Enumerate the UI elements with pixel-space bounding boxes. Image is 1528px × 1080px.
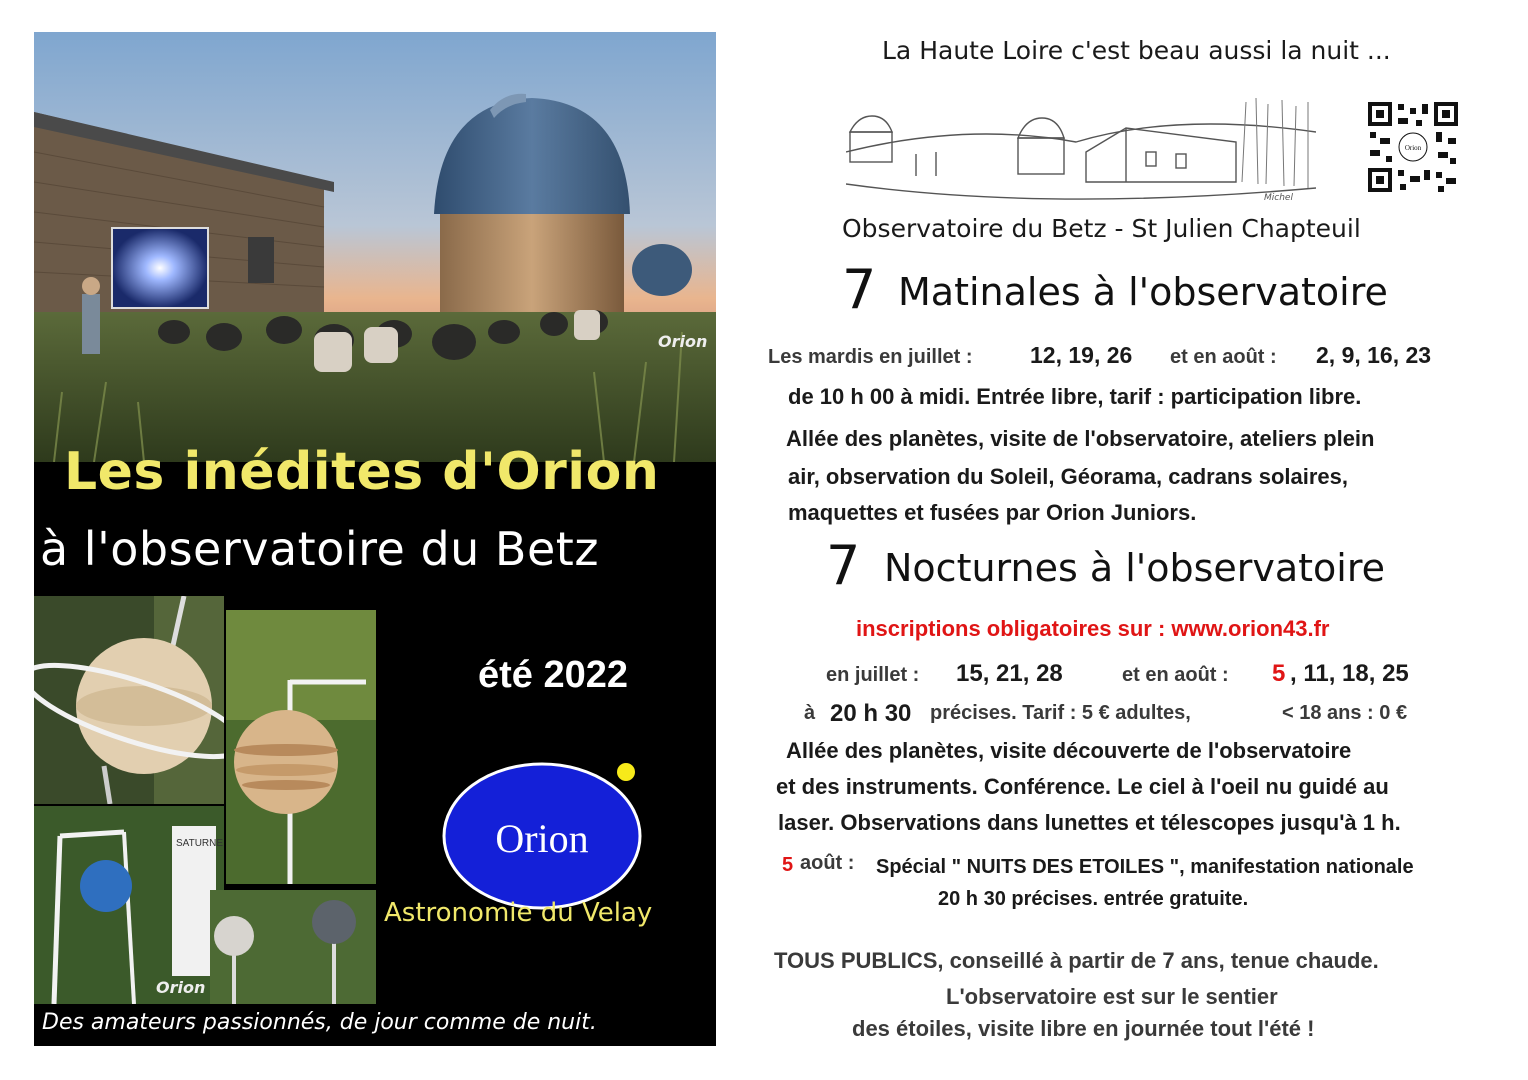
nocturnes-july-dates: 15, 21, 28 [956, 660, 1063, 687]
nocturnes-july-label: en juillet : [826, 664, 920, 686]
slogan: La Haute Loire c'est beau aussi la nuit ... [882, 36, 1391, 65]
special-event: Spécial " NUITS DES ETOILES ", manifestation nationale [876, 856, 1414, 878]
nocturnes-desc-2: et des instruments. Conférence. Le ciel à l'oeil nu guidé au [776, 774, 1389, 799]
matinales-count: 7 [842, 258, 877, 321]
nocturnes-child-price: < 18 ans : 0 € [1282, 702, 1408, 724]
poster [34, 32, 716, 1046]
poster-subtitle: à l'observatoire du Betz [40, 522, 599, 576]
tile-watermark: Orion [156, 978, 206, 997]
nocturnes-august-rest: , 11, 18, 25 [1290, 660, 1409, 687]
nocturnes-august-label: et en août : [1122, 664, 1229, 686]
observatory-sketch [846, 92, 1316, 210]
photo-watermark: Orion [658, 332, 708, 351]
orion-logo-text: Orion [495, 816, 589, 861]
astronomy-subtitle: Astronomie du Velay [384, 898, 653, 928]
qr-label: Orion [1404, 144, 1422, 152]
qr-code [1366, 100, 1460, 194]
sign-title: SATURNE [176, 838, 224, 849]
observatory-photo [34, 32, 716, 462]
footer-line-3: des étoiles, visite libre en journée tout l'été ! [852, 1016, 1315, 1041]
registration-notice: inscriptions obligatoires sur : www.orion43.fr [856, 616, 1330, 641]
matinales-desc-2: air, observation du Soleil, Géorama, cadrans solaires, [788, 464, 1349, 489]
place-name: Observatoire du Betz - St Julien Chapteuil [842, 214, 1361, 243]
season-label: été 2022 [478, 654, 629, 696]
matinales-august-label: et en août : [1170, 346, 1277, 368]
nocturnes-title: Nocturnes à l'observatoire [884, 546, 1386, 590]
nocturnes-desc-1: Allée des planètes, visite découverte de l'observatoire [786, 738, 1352, 763]
matinales-august-dates: 2, 9, 16, 23 [1316, 342, 1432, 368]
sketch-signature: Michel [1264, 193, 1293, 203]
poster-tagline: Des amateurs passionnés, de jour comme de nuit. [42, 1010, 597, 1035]
matinales-hours: de 10 h 00 à midi. Entrée libre, tarif : participation libre. [788, 384, 1362, 409]
footer-line-1: TOUS PUBLICS, conseillé à partir de 7 ans, tenue chaude. [774, 948, 1379, 973]
nocturnes-august-first: 5 [1272, 660, 1286, 687]
nocturnes-count: 7 [826, 534, 861, 597]
nocturnes-time: 20 h 30 [830, 700, 912, 727]
rocky-planets-photo [210, 890, 376, 1004]
matinales-title: Matinales à l'observatoire [898, 270, 1388, 314]
nocturnes-desc-3: laser. Observations dans lunettes et télescopes jusqu'à 1 h. [778, 810, 1401, 835]
orion-logo [442, 756, 662, 912]
matinales-july-dates: 12, 19, 26 [1030, 342, 1133, 368]
matinales-desc-3: maquettes et fusées par Orion Juniors. [788, 500, 1197, 525]
nocturnes-price: précises. Tarif : 5 € adultes, [930, 702, 1191, 724]
footer-line-2: L'observatoire est sur le sentier [946, 984, 1278, 1009]
special-day: 5 [782, 854, 794, 876]
neptune-model-photo [34, 806, 224, 1004]
special-month: août : [800, 852, 855, 874]
saturn-model-photo [34, 596, 224, 804]
jupiter-model-photo [226, 610, 376, 884]
poster-title: Les inédites d'Orion [64, 442, 660, 502]
matinales-july-label: Les mardis en juillet : [768, 346, 973, 368]
nocturnes-at-label: à [804, 702, 816, 724]
special-event-detail: 20 h 30 précises. entrée gratuite. [938, 888, 1249, 910]
matinales-desc-1: Allée des planètes, visite de l'observatoire, ateliers plein [786, 426, 1375, 451]
